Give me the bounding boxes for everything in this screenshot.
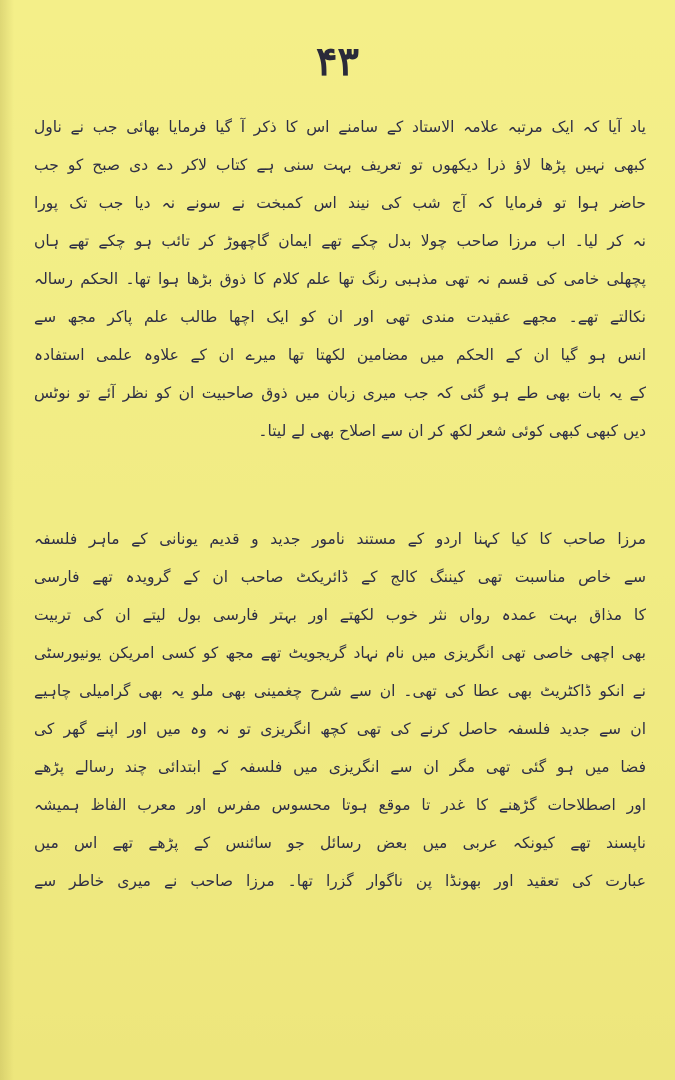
text-line: اور اصطلاحات گڑھنے کا غدر تا موقع ہوتا محسوس مفرس اور معرب الفاظ ہمیشہ bbox=[34, 796, 646, 814]
text-line: نکالتے تھے۔ مجھے عقیدت مندی تھی اور ان کو ایک اچھا طالب علم پاکر مجھ سے bbox=[34, 308, 646, 326]
text-line: فضا میں ہو گئی تھی مگر ان سے انگریزی میں فلسفہ کے ابتدائی چند رسالے پڑھے bbox=[34, 758, 646, 776]
text-line: کے یہ بات بھی طے ہو گئی کہ جب میری زبان میں ذوق صاحبیت ان کو نظر آئے تو نوٹس bbox=[34, 384, 646, 402]
text-line: حاضر ہوا تو فرمایا کہ آج شب کی نیند اس کمبخت نے سونے نہ دیا جب تک پورا bbox=[34, 194, 646, 212]
text-line: نہ کر لیا۔ اب مرزا صاحب چولا بدل چکے تھے ایمان گاچھوڑ کر تائب ہو چکے تھے ہاں bbox=[34, 232, 646, 250]
page-binding-shadow bbox=[0, 0, 14, 1080]
text-line: سے خاص مناسبت تھی کیننگ کالج کے ڈائریکٹ صاحب ان کے گرویدہ تھے فارسی bbox=[34, 568, 646, 586]
text-line: انس ہو گیا ان کے الحکم میں مضامین لکھتا تھا میرے ان کے علاوہ علمی استفادہ bbox=[34, 346, 646, 364]
text-line: بھی اچھی خاصی تھی انگریزی میں نام نہاد گریجویٹ تھے مجھ کو کسی امریکن یونیورسٹی bbox=[34, 644, 646, 662]
text-line: ان سے جدید فلسفہ حاصل کرنے کی تھی کچھ انگریزی تو نہ وہ میں اور اپنے گھر کی bbox=[34, 720, 646, 738]
text-line: کا مذاق بہت عمدہ رواں نثر خوب لکھتے اور بہتر فارسی بول لیتے ان کی تربیت bbox=[34, 606, 646, 624]
text-line: مرزا صاحب کا کیا کہنا اردو کے مستند نامور جدید و قدیم یونانی کے ماہر فلسفہ bbox=[34, 530, 646, 548]
text-line: ناپسند تھے کیونکہ عربی میں بعض رسائل جو سائنس کے پڑھے تھے اس میں bbox=[34, 834, 646, 852]
text-line: دیں کبھی کبھی کوئی شعر لکھ کر ان سے اصلاح بھی لے لیتا۔ bbox=[258, 422, 646, 440]
text-line: عبارت کی تعقید اور بھونڈا پن ناگوار گزرا تھا۔ مرزا صاحب نے میری خاطر سے bbox=[34, 872, 646, 890]
paragraph-2 bbox=[34, 520, 646, 900]
text-line: نے انکو ڈاکٹریٹ بھی عطا کی تھی۔ ان سے شرح چغمینی بھی ملو یہ بھی گرامیلی چاہیے bbox=[34, 682, 646, 700]
page-number: ۴۳ bbox=[316, 38, 359, 85]
text-line: یاد آیا کہ ایک مرتبہ علامہ الاستاد کے سامنے اس کا ذکر آ گیا فرمایا بھائی جب نے ناول bbox=[34, 118, 646, 136]
paragraph-1 bbox=[34, 108, 646, 450]
text-line: پچھلی خامی کی قسم نہ تھی مذہبی رنگ تھا علم کلام کا ذوق بڑھا ہوا تھا۔ الحکم رسالہ bbox=[34, 270, 646, 288]
text-line: کبھی نہیں پڑھا لاؤ ذرا دیکھوں تو تعریف بہت سنی ہے کتاب لاکر دے دی صبح کو جب bbox=[34, 156, 646, 174]
